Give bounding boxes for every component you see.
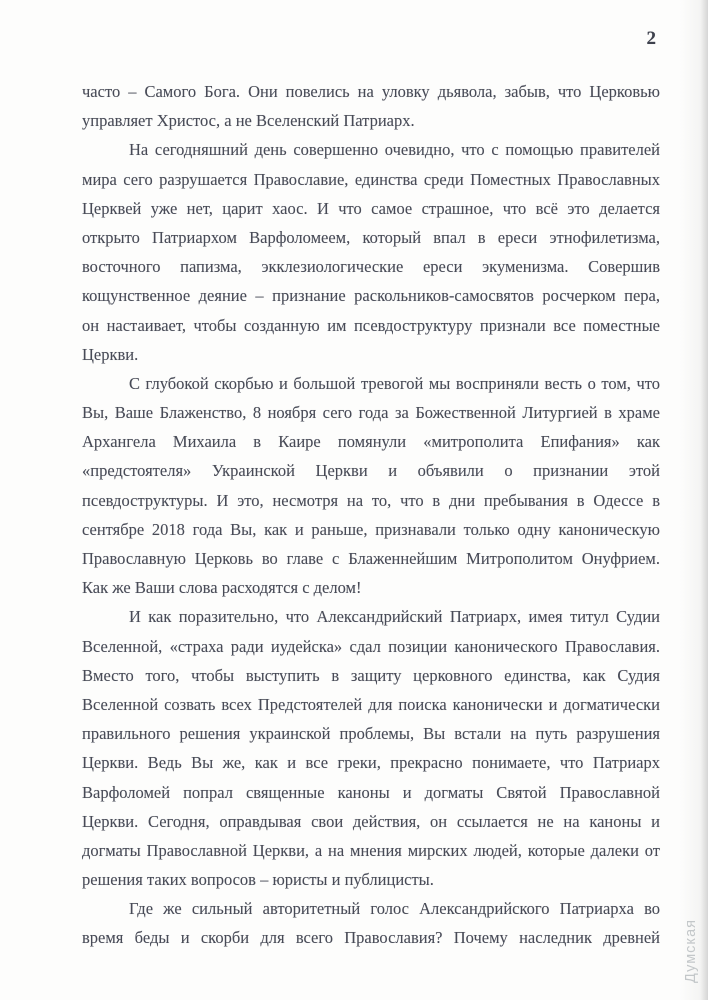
text-line: открыто Патриархом Варфоломеем, который впал в ереси этнофилетизма, [82,227,660,247]
scan-edge-shadow [700,0,708,1000]
text-line: догматы Православной Церкви, а на мнения мирских людей, которые далеки от [82,840,660,860]
text-line: Архангела Михаила в Каире помянули «митрополита Епифания» как [82,432,660,452]
text-line: Вселенной созвать всех Предстоятелей для поиска канонически и догматически [82,694,660,714]
watermark-text: Думская [683,918,699,984]
text-line: часто – Самого Бога. Они повелись на уловку дьявола, забыв, что Церковью [82,82,660,101]
text-line: восточного папизма, экклезиологические ереси экуменизма. Совершив [82,257,660,277]
text-line: Церкви. [82,344,139,364]
text-line: Церкви. Сегодня, оправдывая свои действия, он ссылается не на каноны и [82,811,660,831]
text-line: Где же сильный авторитетный голос Александрийского Патриарха во [129,899,660,919]
text-line: Вселенной, «страха ради иудейска» сдал позиции канонического Православия. [82,636,660,656]
text-line: правильного решения украинской проблемы, Вы встали на путь разрушения [82,724,660,744]
text-line: Церквей уже нет, царит хаос. И что самое страшное, что всё это делается [82,198,660,218]
text-line: Церкви. Ведь Вы же, как и все греки, прекрасно понимаете, что Патриарх [82,753,660,773]
text-line: И как поразительно, что Александрийский Патриарх, имея титул Судии [129,607,660,627]
text-line: На сегодняшний день совершенно очевидно, что с помощью правителей [129,140,660,160]
text-line: время беды и скорби для всего Православия? Почему наследник древней [82,928,660,948]
text-line: «предстоятеля» Украинской Церкви и объявили о признании этой [82,461,660,481]
page-number: 2 [646,28,656,49]
text-line: кощунственное деяние – признание раскольников-самосвятов росчерком пера, [82,286,660,306]
document-body [82,77,660,953]
text-line: сентябре 2018 года Вы, как и раньше, признавали только одну каноническую [82,519,660,539]
text-line: Православную Церковь во главе с Блаженнейшим Митрополитом Онуфрием. [82,549,660,568]
text-line: управляет Христос, а не Вселенский Патриарх. [82,111,415,131]
text-line: Варфоломей попрал священные каноны и догматы Святой Православной [82,782,660,802]
text-line: решения таких вопросов – юристы и публицисты. [82,870,434,890]
text-line: мира сего разрушается Православие, единства среди Поместных Православных [82,169,660,189]
text-line: он настаивает, чтобы созданную им псевдоструктуру признали все поместные [82,315,660,335]
text-line: псевдоструктуры. И это, несмотря на то, что в дни пребывания в Одессе в [82,490,660,510]
text-line: Вы, Ваше Блаженство, 8 ноября сего года за Божественной Литургией в храме [82,403,660,423]
text-line: Как же Ваши слова расходятся с делом! [82,578,362,598]
text-line: С глубокой скорбью и большой тревогой мы восприняли весть о том, что [129,373,660,393]
text-line: Вместо того, чтобы выступить в защиту церковного единства, как Судия [82,665,660,685]
